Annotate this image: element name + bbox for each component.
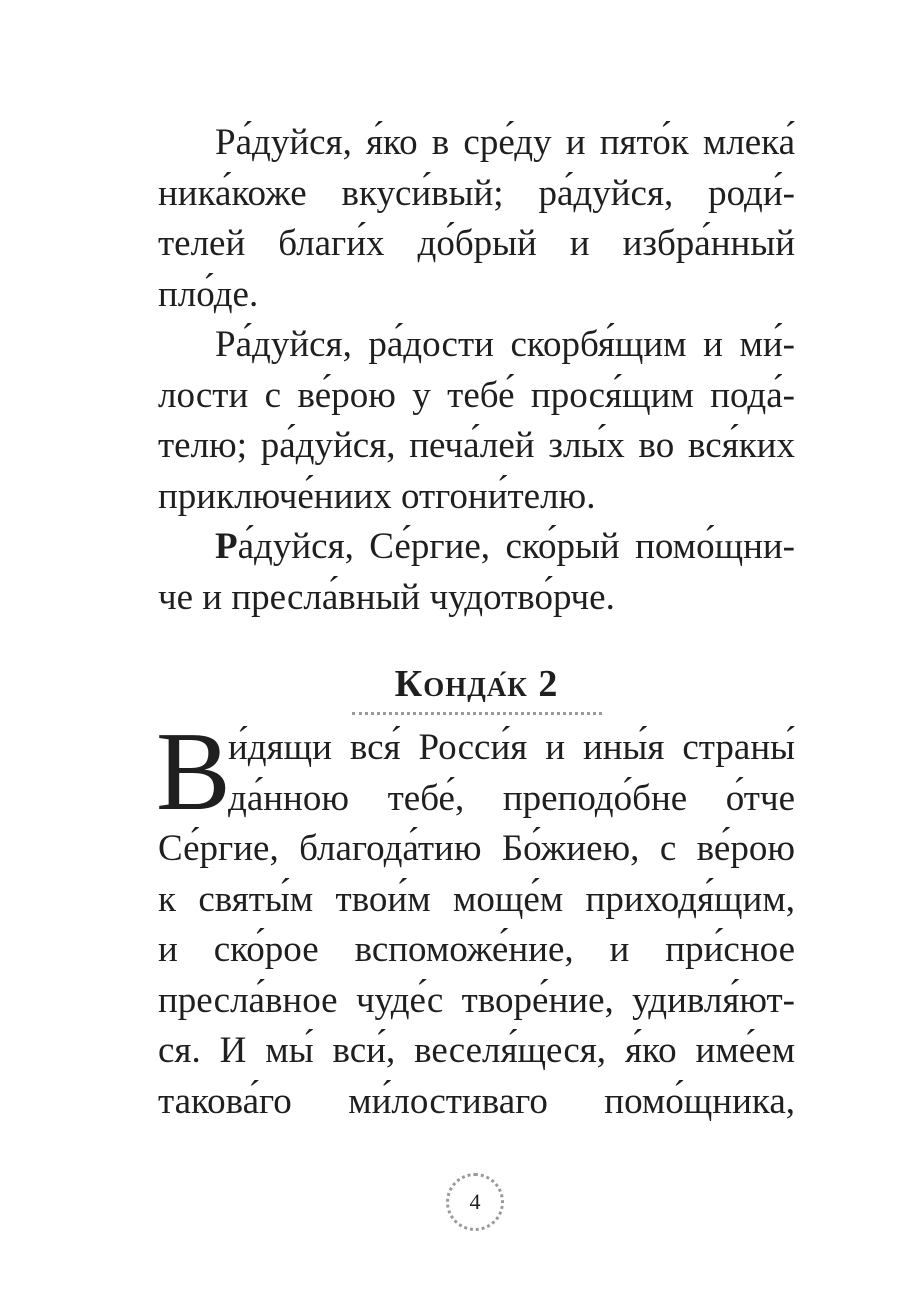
text-line: приключе́ниих отгони́телю. [158, 475, 596, 517]
text-line: Ра́дуйся, ра́дости скорбя́щим и ми́- [215, 324, 795, 365]
text-line-rest: а́дуйся, Се́ргие, ско́рый помо́щни- [237, 526, 795, 567]
text-line: такова́го ми́лостиваго помо́щника, [158, 1080, 795, 1122]
text-line: Ра́дуйся, я́ко в сре́ду и пято́к млека́ [215, 122, 795, 163]
text-line: телей благи́х до́брый и избра́нный [158, 223, 795, 264]
text-line: пло́де. [158, 273, 259, 315]
text-line: ника́коже вкуси́вый; ра́дуйся, роди́- [158, 172, 795, 214]
text-line: ся. И мы́ вси́, веселя́щеся, я́ко име́ем [158, 1030, 795, 1071]
text-line [158, 522, 795, 573]
page-number [446, 1173, 504, 1231]
text-line: лости с ве́рою у тебе́ прося́щим пода́- [158, 374, 795, 416]
text-line: да́нною тебе́, преподо́бне о́тче [228, 777, 795, 819]
bold-initial: Р [215, 526, 238, 567]
dotted-divider [352, 712, 602, 715]
section-heading [158, 660, 795, 715]
page-number-label: 4 [469, 1189, 481, 1214]
text-line: телю; ра́дуйся, печа́лей злы́х во вся́ких [158, 425, 795, 466]
kondak-text [156, 710, 795, 1127]
text-line: и ско́рое вспоможе́ние, и при́сное [158, 929, 795, 970]
drop-cap: В [156, 710, 231, 834]
text-line: и́дящи вся́ Росси́я и ины́я страны́ [228, 727, 795, 768]
oikos-text [158, 118, 795, 623]
text-line: пресла́вное чуде́с творе́ние, удивля́ют- [158, 979, 795, 1021]
text-line: к святы́м твои́м моще́м приходя́щим, [158, 878, 795, 920]
text-line: Се́ргие, благода́тию Бо́жиею, с ве́рою [158, 828, 795, 869]
kondak-title: Конда́к 2 [394, 663, 559, 705]
text-line: че и пресла́вный чудотво́рче. [158, 576, 615, 618]
